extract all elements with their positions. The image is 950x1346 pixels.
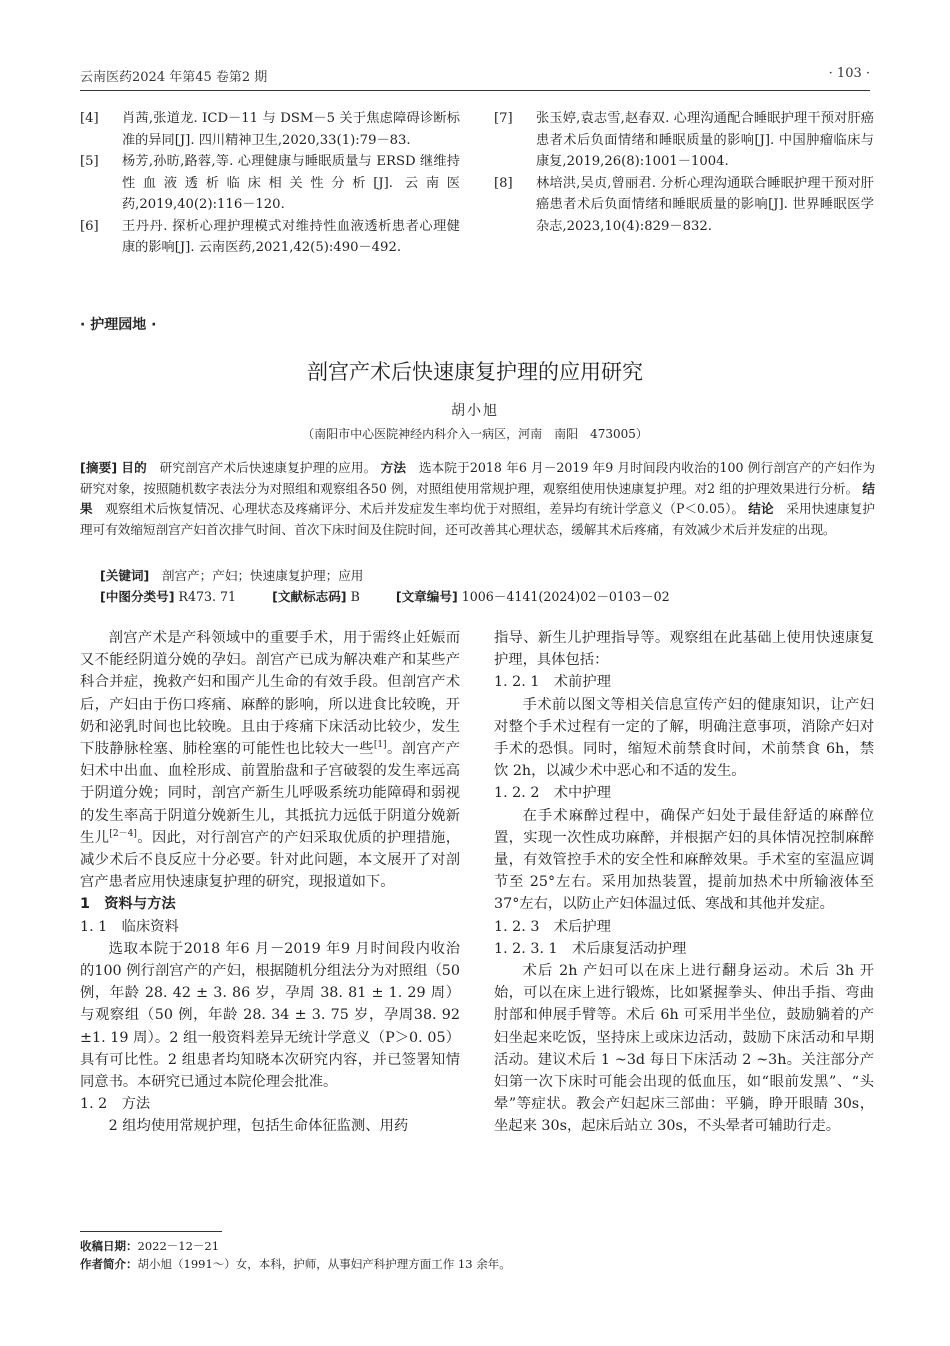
article-title: 剖宫产术后快速康复护理的应用研究	[307, 360, 643, 384]
reference-item: [5] 杨芳,孙昉,路蓉,等. 心理健康与睡眠质量与 ERSD 继维持性血液透析临床相关性分析[J]. 云南医药,2019,40(2):116－120.	[80, 154, 460, 212]
abstract: [摘要] 目的 研究剖宫产术后快速康复护理的应用。 方法 选本院于2018 年6 月－2019 年9 月时间段内收治的100 例行剖宫产的产妇作为研究对象，按照随机数字表法分为对照组和观察组各50 例，对照组使用常规护理，观察组使用快速康复护理。对2 组的护理效果进行分析。 结果 观察组术后恢复情况、心理状态及疼痛评分、术后并发症发生率均优于对照组，差异均有统计学意义（P＜0.05）。 结论 采用快速康复护理可有效缩短剖宫产妇首次排气时间、首次下床时间及住院时间，还可改善其心理状态，缓解其术后疼痛，有效减少术后并发症的出现。	[80, 460, 876, 537]
subsection-heading: 1. 2. 1 术前护理	[494, 674, 611, 691]
header-divider	[80, 90, 870, 91]
body-paragraph: 在手术麻醉过程中，确保产妇处于最佳舒适的麻醉位置，实现一次性成功麻醉，并根据产妇的具体情况控制麻醉量，有效管控手术的安全性和麻醉效果。手术室的室温应调节至 25°左右。采用加热装置，提前加热术中所输液体至 37°左右，以防止产妇体温过低、寒战和其他并发症。	[494, 807, 874, 913]
subsection-heading: 1. 2. 3. 1 术后康复活动护理	[494, 940, 687, 957]
journal-header: 云南医药2024 年第45 卷第2 期	[80, 70, 268, 85]
body-paragraph: 选取本院于2018 年6 月－2019 年9 月时间段内收治的100 例行剖宫产的产妇，根据随机分组法分为对照组（50 例，年龄 28. 42 ± 3. 86 岁，孕周 38. 81 ± 1. 29 周）与观察组（50 例，年龄 28. 34 ± 3. 75 岁，孕周38. 92 ±1. 19 周）。2 组一般资料差异无统计学意义（P＞0. 05）具有可比性。2 组患者均知晓本次研究内容，并已签署知情同意书。本研究已通过本院伦理会批准。	[80, 940, 460, 1091]
body-paragraph: 2 组均使用常规护理，包括生命体征监测、用药	[108, 1118, 409, 1135]
author-affiliation: （南阳市中心医院神经内科介入一病区，河南 南阳 473005）	[302, 427, 648, 441]
section-tag: · 护理园地 ·	[80, 317, 157, 333]
author-bio: 作者简介：胡小旭（1991～）女，本科，护师，从事妇产科护理方面工作 13 余年。	[80, 1257, 511, 1271]
reference-item: [8] 林培洪,吴贞,曾丽君. 分析心理沟通联合睡眠护理干预对肝癌患者术后负面情绪和睡眠质量的影响[J]. 世界睡眠医学杂志,2023,10(4):829－832.	[494, 175, 874, 234]
body-left-column	[80, 627, 460, 1138]
footnotes	[80, 1237, 511, 1273]
reference-item: [7] 张玉婷,袁志雪,赵春双. 心理沟通配合睡眠护理干预对肝癌患者术后负面情绪和睡眠质量的影响[J]. 中国肿瘤临床与康复,2019,26(8):1001－1004.	[494, 111, 874, 169]
intro-paragraph: 剖宫产术是产科领域中的重要手术，用于需终止妊娠而又不能经阴道分娩的孕妇。剖宫产已成为解决难产和某些产科合并症，挽救产妇和围产儿生命的有效手段。但剖宫产术后，产妇由于伤口疼痛、麻醉的影响，所以进食比较晚，开奶和泌乳时间也比较晚。且由于疼痛下床活动比较少，发生下肢静脉栓塞、肺栓塞的可能性也比较大一些[1]。剖宫产产妇术中出血、血栓形成、前置胎盘和子宫破裂的发生率远高于阴道分娩；同时，剖宫产新生儿呼吸系统功能障碍和弱视的发生率高于阴道分娩新生儿，其抵抗力远低于阴道分娩新生儿[2－4]。因此，对行剖宫产的产妇采取优质的护理措施，减少术后不良反应十分必要。针对此问题，本文展开了对剖宫产患者应用快速康复护理的研究，现报道如下。	[80, 630, 461, 891]
page-number: · 103 ·	[828, 66, 870, 81]
reference-item: [6] 王丹丹. 探析心理护理模式对维持性血液透析患者心理健康的影响[J]. 云南医药,2021,42(5):490－492.	[80, 218, 460, 255]
body-paragraph: 指导、新生儿护理指导等。观察组在此基础上使用快速康复护理，具体包括：	[494, 630, 874, 669]
classification-line: [中图分类号] R473. 71 [文献标志码] B [文章编号] 1006－4141(2024)02－0103－02	[100, 589, 670, 604]
received-date: 收稿日期：2022－12－21	[80, 1239, 220, 1253]
subsection-heading: 1. 2. 3 术后护理	[494, 918, 611, 935]
footnote-divider	[80, 1231, 222, 1232]
body-paragraph: 手术前以图文等相关信息宣传产妇的健康知识，让产妇对整个手术过程有一定的了解，明确注意事项，消除产妇对手术的恐惧。同时，缩短术前禁食时间，术前禁食 6h，禁饮 2h，以减少术中恶心和不适的发生。	[494, 696, 874, 780]
subsection-heading: 1. 2. 2 术中护理	[494, 785, 611, 802]
references-left	[80, 108, 460, 259]
references-right	[494, 108, 874, 237]
keywords: [关键词] 剖宫产；产妇；快速康复护理；应用	[100, 568, 364, 583]
body-paragraph: 术后 2h 产妇可以在床上进行翻身运动。术后 3h 开始，可以在床上进行锻炼，比如紧握拳头、伸出手指、弯曲肘部和伸展手臂等。术后 6h 可采用半坐位，鼓励躺着的产妇坐起来吃饭，坚持床上或床边活动，鼓励下床活动和早期活动。建议术后 1 ~3d 每日下床活动 2 ~3h。关注部分产妇第一次下床时可能会出现的低血压，如“眼前发黑”、“头晕”等症状。教会产妇起床三部曲：平躺，睁开眼睛 30s，坐起来 30s，起床后站立 30s，不头晕者可辅助行走。	[494, 963, 874, 1135]
section-heading: 1 资料与方法	[80, 896, 176, 913]
author-name: 胡小旭	[451, 403, 499, 419]
reference-item: [4] 肖茜,张道龙. ICD－11 与 DSM－5 关于焦虑障碍诊断标准的异同[J]. 四川精神卫生,2020,33(1):79－83.	[80, 111, 460, 148]
body-right-column	[494, 627, 874, 1138]
subsection-heading: 1. 2 方法	[80, 1096, 151, 1113]
subsection-heading: 1. 1 临床资料	[80, 918, 179, 935]
